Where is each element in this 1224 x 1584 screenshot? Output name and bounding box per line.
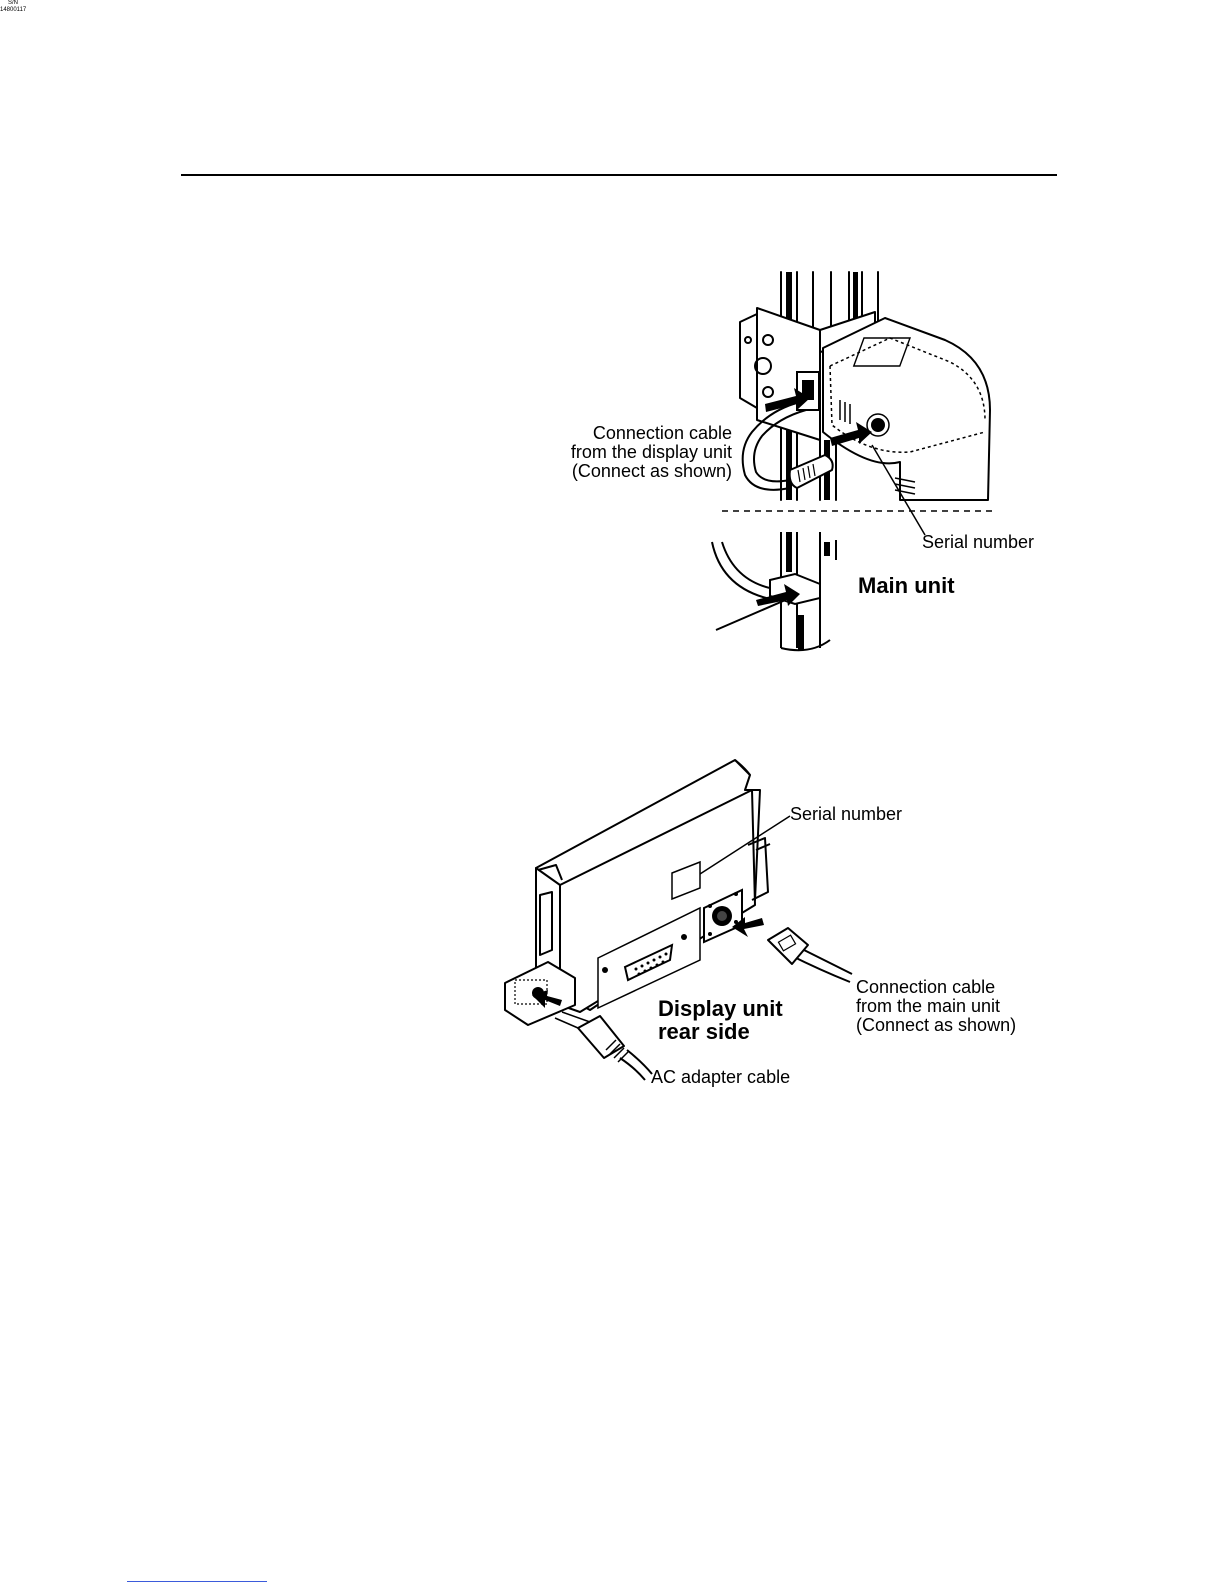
ac-adapter-label: AC adapter cable bbox=[651, 1067, 791, 1087]
display-cable-label bbox=[856, 978, 1016, 1035]
footer-link-underline[interactable] bbox=[127, 1581, 267, 1582]
main-unit-title: Main unit bbox=[858, 573, 955, 598]
display-unit-title-line1: Display unit bbox=[658, 996, 783, 1021]
main-cable-label-line1: Connection cable bbox=[592, 423, 732, 443]
display-unit-title bbox=[658, 997, 783, 1043]
display-serial-label: Serial number bbox=[790, 804, 903, 824]
serial-plate-line2: 14800117 bbox=[0, 7, 27, 13]
serial-plate-line1: S/N bbox=[7, 0, 18, 6]
display-cable-label-line2: from the main unit bbox=[856, 996, 1001, 1016]
display-cable-label-line1: Connection cable bbox=[856, 977, 996, 997]
main-cable-label-line2: from the display unit bbox=[570, 442, 732, 462]
main-cable-label-line3: (Connect as shown) bbox=[571, 461, 732, 481]
display-unit-title-line2: rear side bbox=[658, 1019, 750, 1044]
display-cable-label-line3: (Connect as shown) bbox=[856, 1015, 1017, 1035]
main-serial-label: Serial number bbox=[922, 532, 1035, 552]
